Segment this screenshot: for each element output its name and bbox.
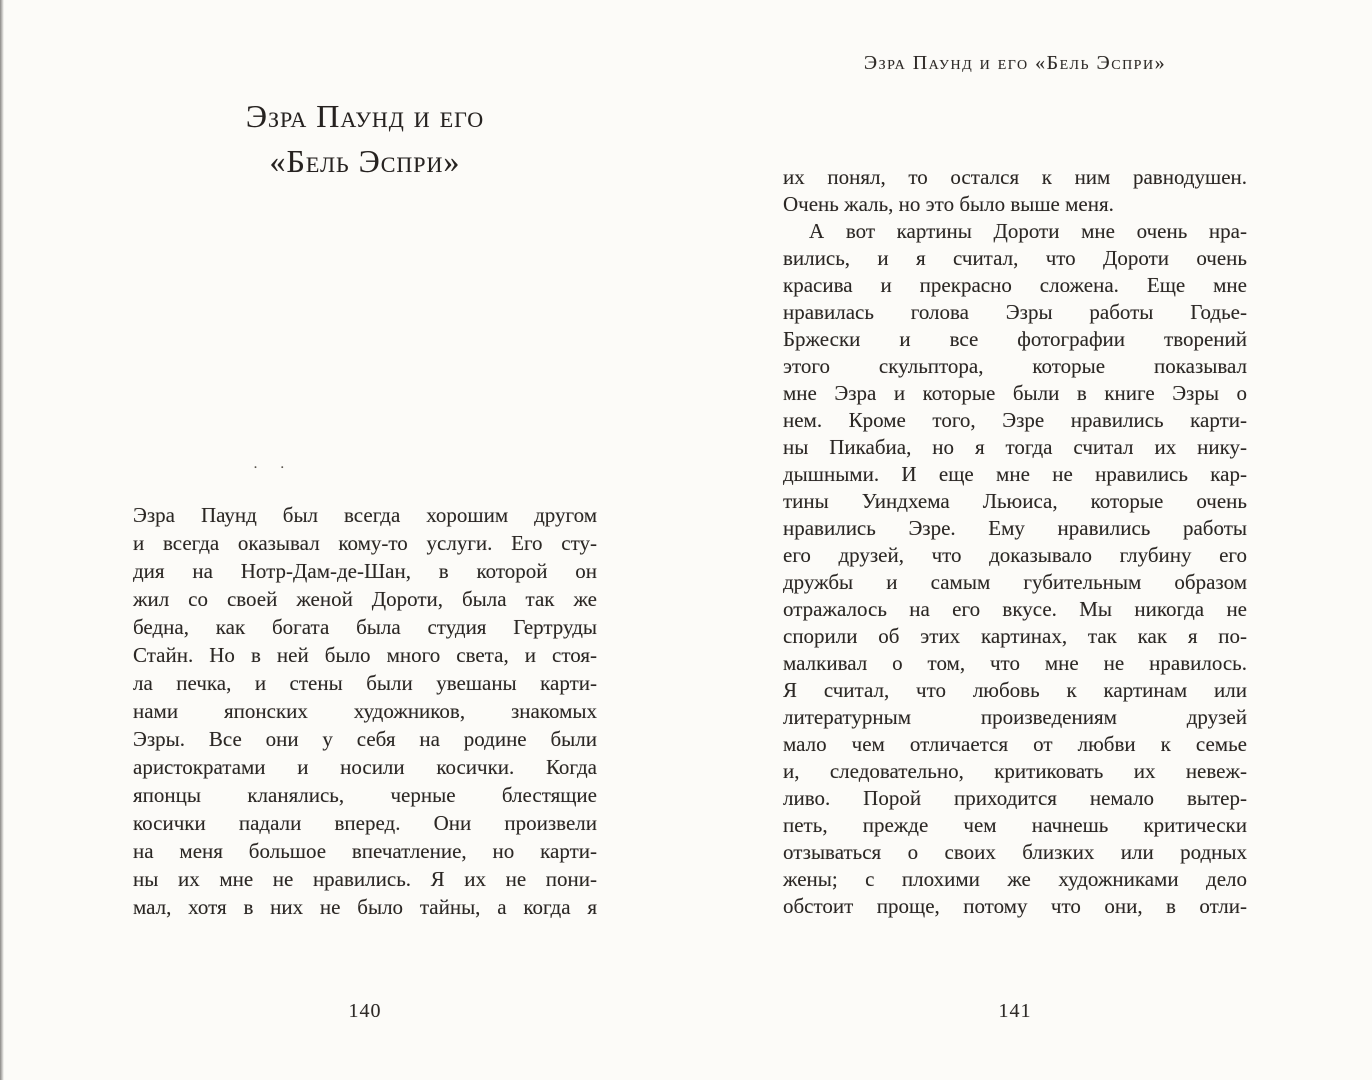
text-line: дышными. И еще мне не нравились кар- [783, 462, 1247, 486]
running-head: Эзра Паунд и его «Бель Эспри» [863, 52, 1167, 74]
text-line: их понял, то остался к ним равнодушен. [783, 165, 1247, 189]
text-line: отражалось на его вкусе. Мы никогда не [783, 597, 1247, 621]
text-line: бедна, как богата была студия Гертруды [133, 615, 597, 639]
left-page-number: 140 [348, 1000, 382, 1022]
text-line: Очень жаль, но это было выше меня. [783, 192, 1114, 216]
chapter-title-line2: «Бель Эспри» [269, 143, 461, 179]
scan-edge-artifact [0, 0, 4, 1080]
text-line: малкивал о том, что мне не нравилось. [783, 651, 1247, 675]
text-line: и всегда оказывал кому-то услуги. Его сту- [133, 531, 597, 555]
text-line: литературным произведениям друзей [783, 705, 1247, 729]
text-line: красива и прекрасно сложена. Еще мне [783, 273, 1247, 297]
chapter-title [133, 94, 597, 184]
text-line: жил со своей женой Дороти, была так же [133, 587, 597, 611]
right-page-number: 141 [998, 1000, 1032, 1022]
text-line: нами японских художников, знакомых [133, 699, 597, 723]
text-line: Я считал, что любовь к картинам или [783, 678, 1247, 702]
text-line: Эзры. Все они у себя на родине были [133, 727, 597, 751]
text-line: мал, хотя в них не было тайны, а когда я [133, 895, 597, 919]
text-line: мне Эзра и которые были в книге Эзры о [783, 381, 1247, 405]
text-line: тины Уиндхема Льюиса, которые очень [783, 489, 1247, 513]
text-line: ны их мне не нравились. Я их не пони- [133, 867, 597, 891]
chapter-title-line1: Эзра Паунд и его [245, 98, 485, 134]
text-line: Бржески и все фотографии творений [783, 327, 1247, 351]
left-page [133, 0, 597, 1080]
text-line: косички падали вперед. Они произвели [133, 811, 597, 835]
text-line: нравились Эзре. Ему нравились работы [783, 516, 1247, 540]
text-line: дружбы и самым губительным образом [783, 570, 1247, 594]
text-line: вились, и я считал, что Дороти очень [783, 246, 1247, 270]
text-line: нем. Кроме того, Эзре нравились карти- [783, 408, 1247, 432]
right-page [783, 0, 1247, 1080]
text-line: нравилась голова Эзры работы Годье- [783, 300, 1247, 324]
text-line: ла печка, и стены были увешаны карти- [133, 671, 597, 695]
text-line: его друзей, что доказывало глубину его [783, 543, 1247, 567]
left-page-body [133, 501, 597, 921]
text-line: А вот картины Дороти мне очень нра- [809, 219, 1247, 243]
text-line: мало чем отличается от любви к семье [783, 732, 1247, 756]
right-page-body [783, 164, 1247, 920]
text-line: Стайн. Но в ней было много света, и стоя- [133, 643, 597, 667]
text-line: Эзра Паунд был всегда хорошим другом [133, 503, 597, 527]
text-line: дия на Нотр-Дам-де-Шан, в которой он [133, 559, 597, 583]
text-line: ливо. Порой приходится немало вытер- [783, 786, 1247, 810]
text-line: этого скульптора, которые показывал [783, 354, 1247, 378]
text-line: спорили об этих картинах, так как я по- [783, 624, 1247, 648]
section-ornament: · · [253, 460, 294, 476]
text-line: японцы кланялись, черные блестящие [133, 783, 597, 807]
text-line: отзываться о своих близких или родных [783, 840, 1247, 864]
text-line: обстоит проще, потому что они, в отли- [783, 894, 1247, 918]
text-line: жены; с плохими же художниками дело [783, 867, 1247, 891]
text-line: и, следовательно, критиковать их невеж- [783, 759, 1247, 783]
text-line: ны Пикабиа, но я тогда считал их нику- [783, 435, 1247, 459]
text-line: петь, прежде чем начнешь критически [783, 813, 1247, 837]
text-line: на меня большое впечатление, но карти- [133, 839, 597, 863]
text-line: аристократами и носили косички. Когда [133, 755, 597, 779]
